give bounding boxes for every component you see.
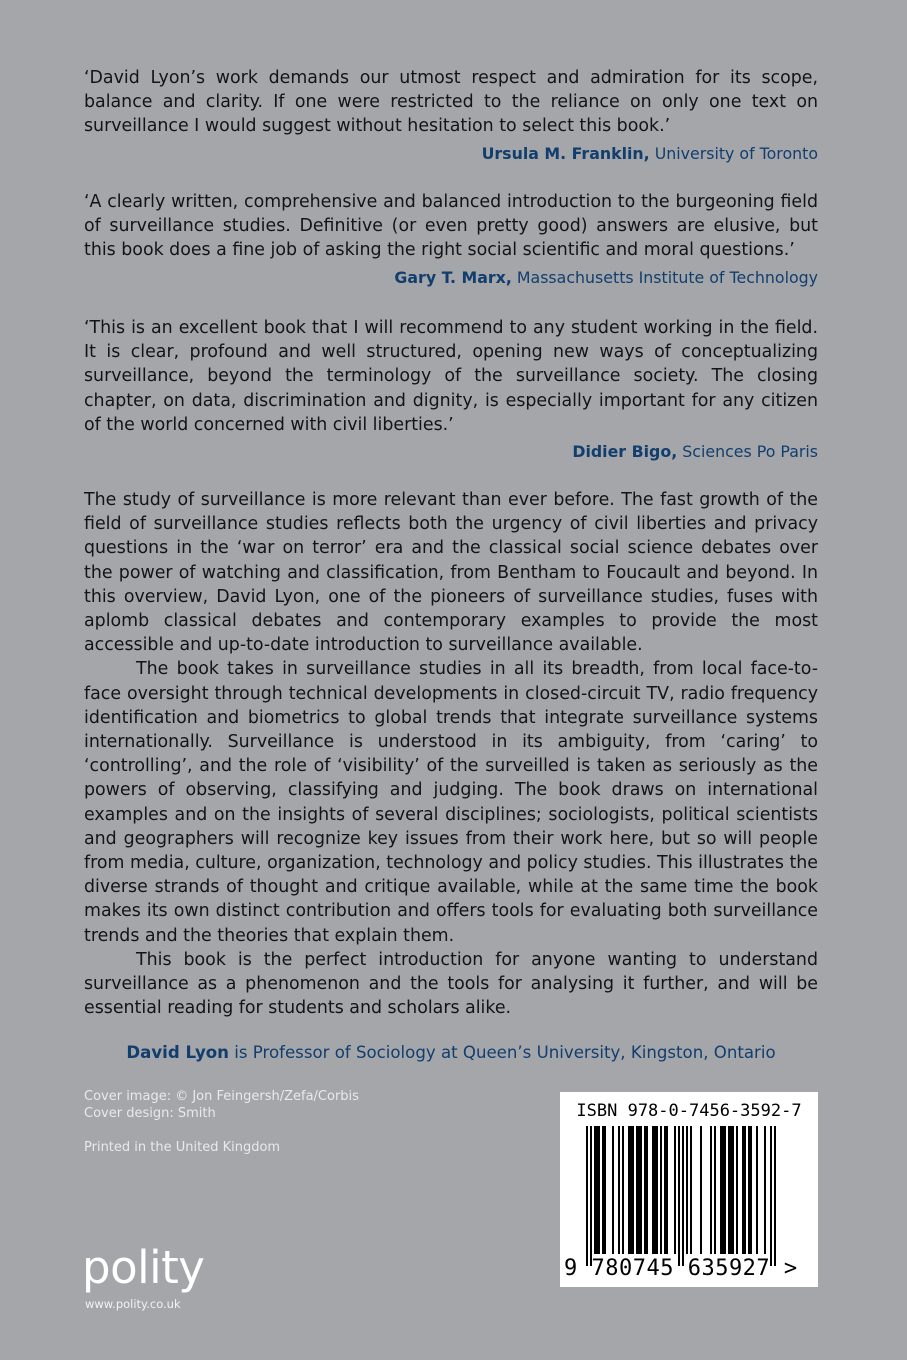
- barcode-bar: [720, 1126, 722, 1254]
- printed-in: Printed in the United Kingdom: [84, 1140, 281, 1155]
- description-paragraph: The study of surveillance is more relevant than ever before. The fast growth of the field of surveillance studies reflects both the urgency of civil liberties and privacy questions in the ‘war on terror’ era and the classical social science debates over the power of watching and classification, from Bentham to Foucault and beyond. In this overview, David Lyon, one of the pioneers of surveillance studies, fuses with aplomb classical debates and contemporary examples to provide the most accessible and up-to-date introduction to surveillance available.: [84, 490, 818, 656]
- barcode-bar: [644, 1126, 646, 1254]
- barcode-bar: [674, 1126, 676, 1254]
- barcode-bar: [722, 1126, 724, 1254]
- quote-attribution-franklin: [84, 144, 818, 164]
- barcode-bar: [622, 1126, 624, 1254]
- quote-marx: ‘A clearly written, comprehensive and balanced introduction to the burgeoning field of surveillance studies. Definitive (or even pretty good) answers are elusive, but this book does a fine job of asking the right social scientific and moral questions.’: [84, 192, 818, 261]
- cover-credits: [84, 1089, 404, 1122]
- quote-attribution-marx: [84, 268, 818, 288]
- barcode-bar: [604, 1126, 606, 1254]
- publisher-logo: polity: [82, 1241, 205, 1294]
- cover-image-credit: Cover image: © Jon Feingersh/Zefa/Corbis: [84, 1089, 359, 1104]
- barcode-bar: [690, 1126, 692, 1254]
- ean-digits-text: 9 780745 635927 >: [564, 1256, 798, 1281]
- quote-bigo: ‘This is an excellent book that I will recommend to any student working in the field. It is clear, profound and well structured, opening new ways of conceptualizing surveillance, beyond the terminology of the surveillance society. The closing chapter, on data, discrimination and dignity, is especially important for any citizen of the world concerned with civil liberties.’: [84, 318, 818, 435]
- publisher-url: www.polity.co.uk: [85, 1297, 181, 1311]
- attribution-affiliation: Massachusetts Institute of Technology: [516, 268, 818, 287]
- barcode-bar: [666, 1126, 668, 1254]
- author-bio: [84, 1042, 818, 1064]
- barcode-bar: [652, 1126, 654, 1254]
- description-paragraph: The book takes in surveillance studies in all its breadth, from local face-to-face oversight through technical developments in closed-circuit TV, radio frequency identification and biometrics to global trends that integrate surveillance systems internationally. Surveillance is understood in its ambiguity, from ‘caring’ to ‘controlling’, and the role of ‘visibility’ of the surveilled is taken as seriously as the powers of observing, classifying and judging. The book draws on international examples and on the insights of several disciplines; sociologists, political scientists and geographers will recognize key issues from their work here, but so will people from media, culture, organization, technology and policy studies. This illustrates the diverse strands of thought and critique available, while at the same time the book makes its own distinct contribution and offers tools for evaluating both surveillance trends and the theories that explain them.: [84, 659, 818, 946]
- barcode-bar: [756, 1126, 758, 1254]
- attribution-name: Gary T. Marx,: [394, 268, 512, 287]
- description-paragraph: This book is the perfect introduction for anyone wanting to understand surveillance as a phenomenon and the tools for analysing it further, and will be essential reading for students and scholars alike.: [84, 949, 818, 1019]
- barcode-bar: [596, 1126, 598, 1254]
- barcode-bar: [700, 1126, 702, 1254]
- book-description: [84, 488, 818, 1020]
- barcode-bar: [594, 1126, 596, 1254]
- barcode-bar: [656, 1126, 658, 1254]
- barcode-bar: [774, 1126, 776, 1266]
- barcode-bar: [770, 1126, 772, 1266]
- barcode-bar: [660, 1126, 662, 1254]
- barcode-bar: [732, 1126, 734, 1254]
- barcode-bar: [742, 1126, 744, 1254]
- barcode-bar: [636, 1126, 638, 1254]
- barcode-bar: [678, 1126, 680, 1266]
- barcode: [586, 1126, 792, 1266]
- barcode-bar: [590, 1126, 592, 1266]
- author-bio-text: is Professor of Sociology at Queen’s University, Kingston, Ontario: [234, 1043, 776, 1062]
- quote-franklin: ‘David Lyon’s work demands our utmost respect and admiration for its scope, balance and clarity. If one were restricted to the reliance on only one text on surveillance I would suggest without hesitation to select this book.’: [84, 68, 818, 137]
- barcode-bar: [618, 1126, 620, 1254]
- barcode-bar: [736, 1126, 738, 1254]
- barcode-bar: [750, 1126, 752, 1254]
- barcode-bar: [654, 1126, 656, 1254]
- barcode-bar: [744, 1126, 746, 1254]
- barcode-bar: [686, 1126, 688, 1254]
- barcode-bar: [664, 1126, 666, 1254]
- barcode-bar: [646, 1126, 648, 1254]
- barcode-bar: [714, 1126, 716, 1254]
- attribution-affiliation: Sciences Po Paris: [682, 442, 818, 461]
- barcode-bar: [630, 1126, 632, 1254]
- attribution-affiliation: University of Toronto: [654, 144, 818, 163]
- barcode-panel: [560, 1092, 818, 1287]
- barcode-bar: [598, 1126, 600, 1254]
- barcode-bar: [628, 1126, 630, 1254]
- barcode-bar: [682, 1126, 684, 1266]
- barcode-bar: [748, 1126, 750, 1254]
- barcode-bar: [586, 1126, 588, 1266]
- barcode-bar: [632, 1126, 634, 1254]
- attribution-name: Didier Bigo,: [572, 442, 678, 461]
- barcode-bar: [728, 1126, 730, 1254]
- barcode-bar: [724, 1126, 726, 1254]
- cover-design-credit: Cover design: Smith: [84, 1105, 216, 1121]
- isbn-label: ISBN 978-0-7456-3592-7: [576, 1101, 802, 1121]
- barcode-bar: [764, 1126, 766, 1254]
- barcode-bar: [730, 1126, 732, 1254]
- barcode-bar: [602, 1126, 604, 1254]
- barcode-bar: [612, 1126, 614, 1254]
- barcode-bar: [638, 1126, 640, 1254]
- author-name: David Lyon: [126, 1043, 229, 1062]
- barcode-bar: [640, 1126, 642, 1254]
- attribution-name: Ursula M. Franklin,: [481, 144, 650, 163]
- quote-attribution-bigo: [84, 442, 818, 462]
- barcode-bar: [710, 1126, 712, 1254]
